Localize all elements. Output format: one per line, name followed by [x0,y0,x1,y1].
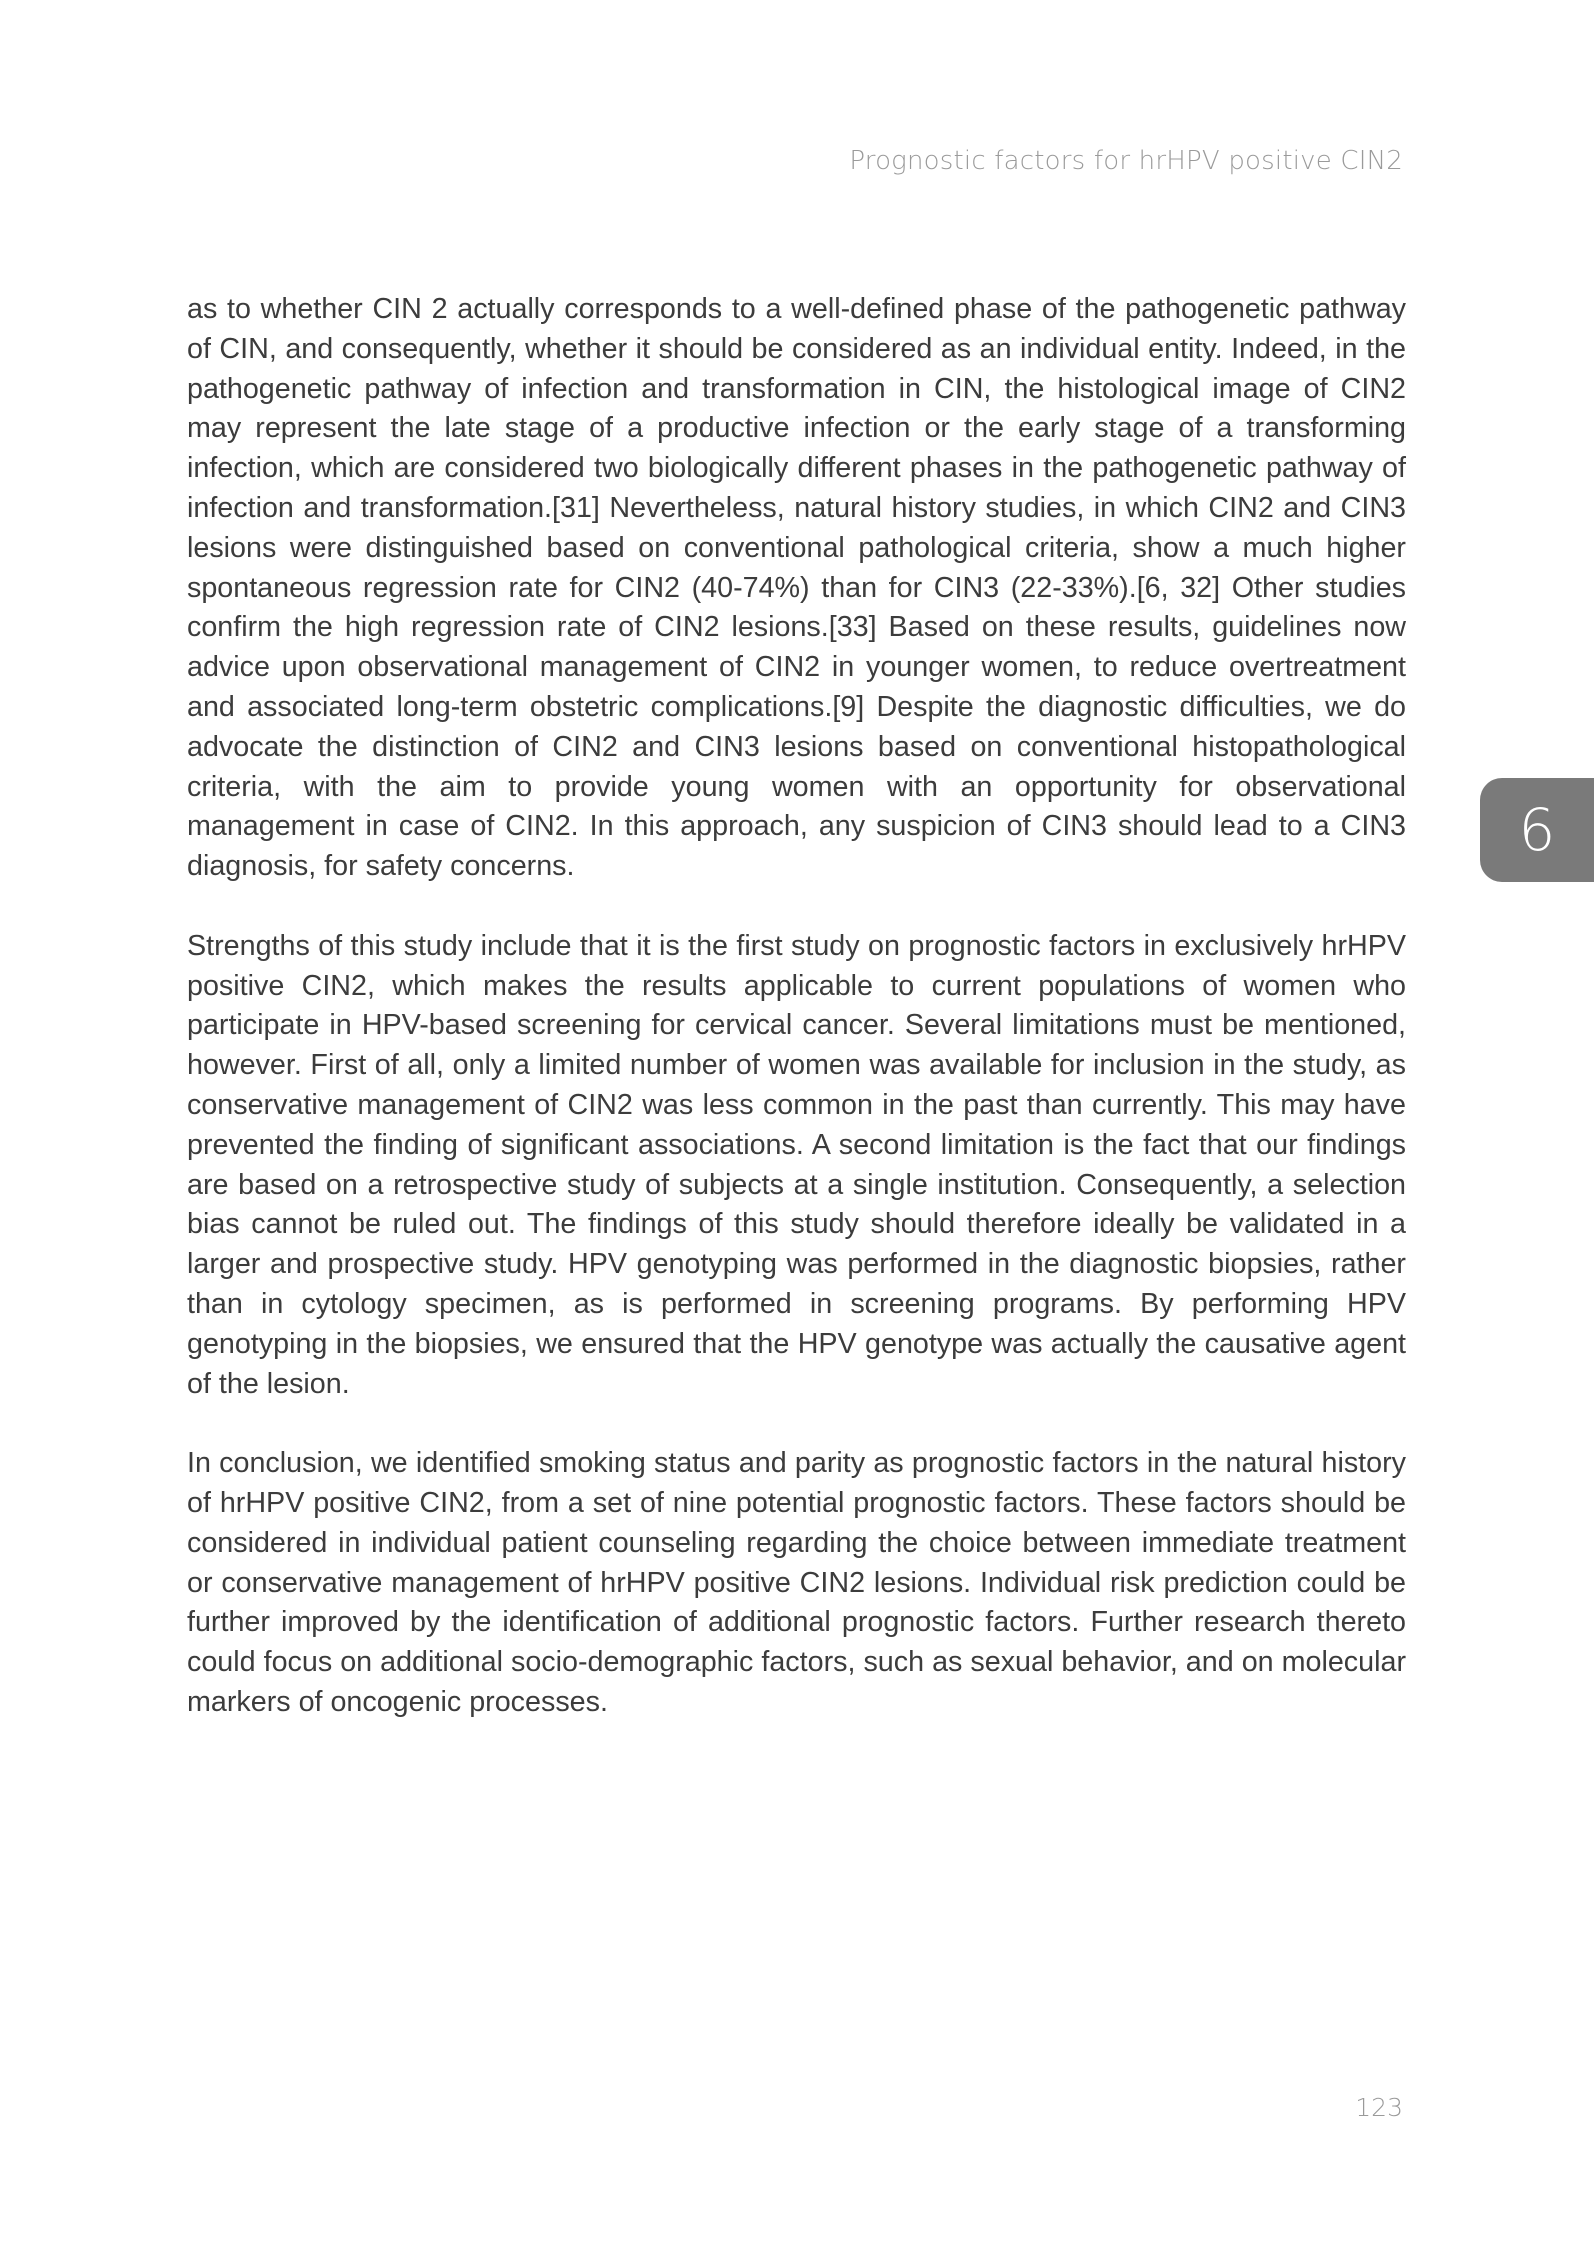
chapter-tab [1480,778,1594,882]
paragraph-discussion: as to whether CIN 2 actually corresponds to a well-defined phase of the pathogenetic pathway of CIN, and consequently, whether it should be considered as an individual entity. Indeed, in the pathogenetic pathway of infection and transformation in CIN, the histological image of CIN2 may represent the late stage of a productive infection or the early stage of a transforming infection, which are considered two biologically different phases in the pathogenetic pathway of infection and transformation.[31] Nevertheless, natural history studies, in which CIN2 and CIN3 lesions were distinguished based on conventional pathological criteria, show a much higher spontaneous regression rate for CIN2 (40-74%) than for CIN3 (22-33%).[6, 32] Other studies confirm the high regression rate of CIN2 lesions.[33] Based on these results, guidelines now advice upon observational management of CIN2 in younger women, to reduce overtreatment and associated long-term obstetric complications.[9] Despite the diagnostic difficulties, we do advocate the distinction of CIN2 and CIN3 lesions based on conventional histopathological criteria, with the aim to provide young women with an opportunity for observational management in case of CIN2. In this approach, any suspicion of CIN3 should lead to a CIN3 diagnosis, for safety concerns. [187,293,1406,883]
body-text [187,290,1406,1762]
page-number: 123 [1355,2093,1403,2122]
paragraph-strengths-limitations: Strengths of this study include that it is the first study on prognostic factors in exclusively hrHPV positive CIN2, which makes the results applicable to current populations of women who participate in HPV-based screening for cervical cancer. Several limitations must be mentioned, however. First of all, only a limited number of women was available for inclusion in the study, as conservative management of CIN2 was less common in the past than currently. This may have prevented the finding of significant associations. A second limitation is the fact that our findings are based on a retrospective study of subjects at a single institution. Consequently, a selection bias cannot be ruled out. The findings of this study should therefore ideally be validated in a larger and prospective study. HPV genotyping was performed in the diagnostic biopsies, rather than in cytology specimen, as is performed in screening programs. By performing HPV genotyping in the biopsies, we ensured that the HPV genotype was actually the causative agent of the lesion. [187,929,1406,1400]
paragraph-conclusion: In conclusion, we identified smoking status and parity as prognostic factors in the natural history of hrHPV positive CIN2, from a set of nine potential prognostic factors. These factors should be considered in individual patient counseling regarding the choice between immediate treatment or conservative management of hrHPV positive CIN2 lesions. Individual risk prediction could be further improved by the identification of additional prognostic factors. Further research thereto could focus on additional socio-demographic factors, such as sexual behavior, and on molecular markers of oncogenic processes. [187,1447,1406,1718]
running-header: Prognostic factors for hrHPV positive CIN2 [849,146,1403,176]
chapter-number: 6 [1518,796,1556,864]
